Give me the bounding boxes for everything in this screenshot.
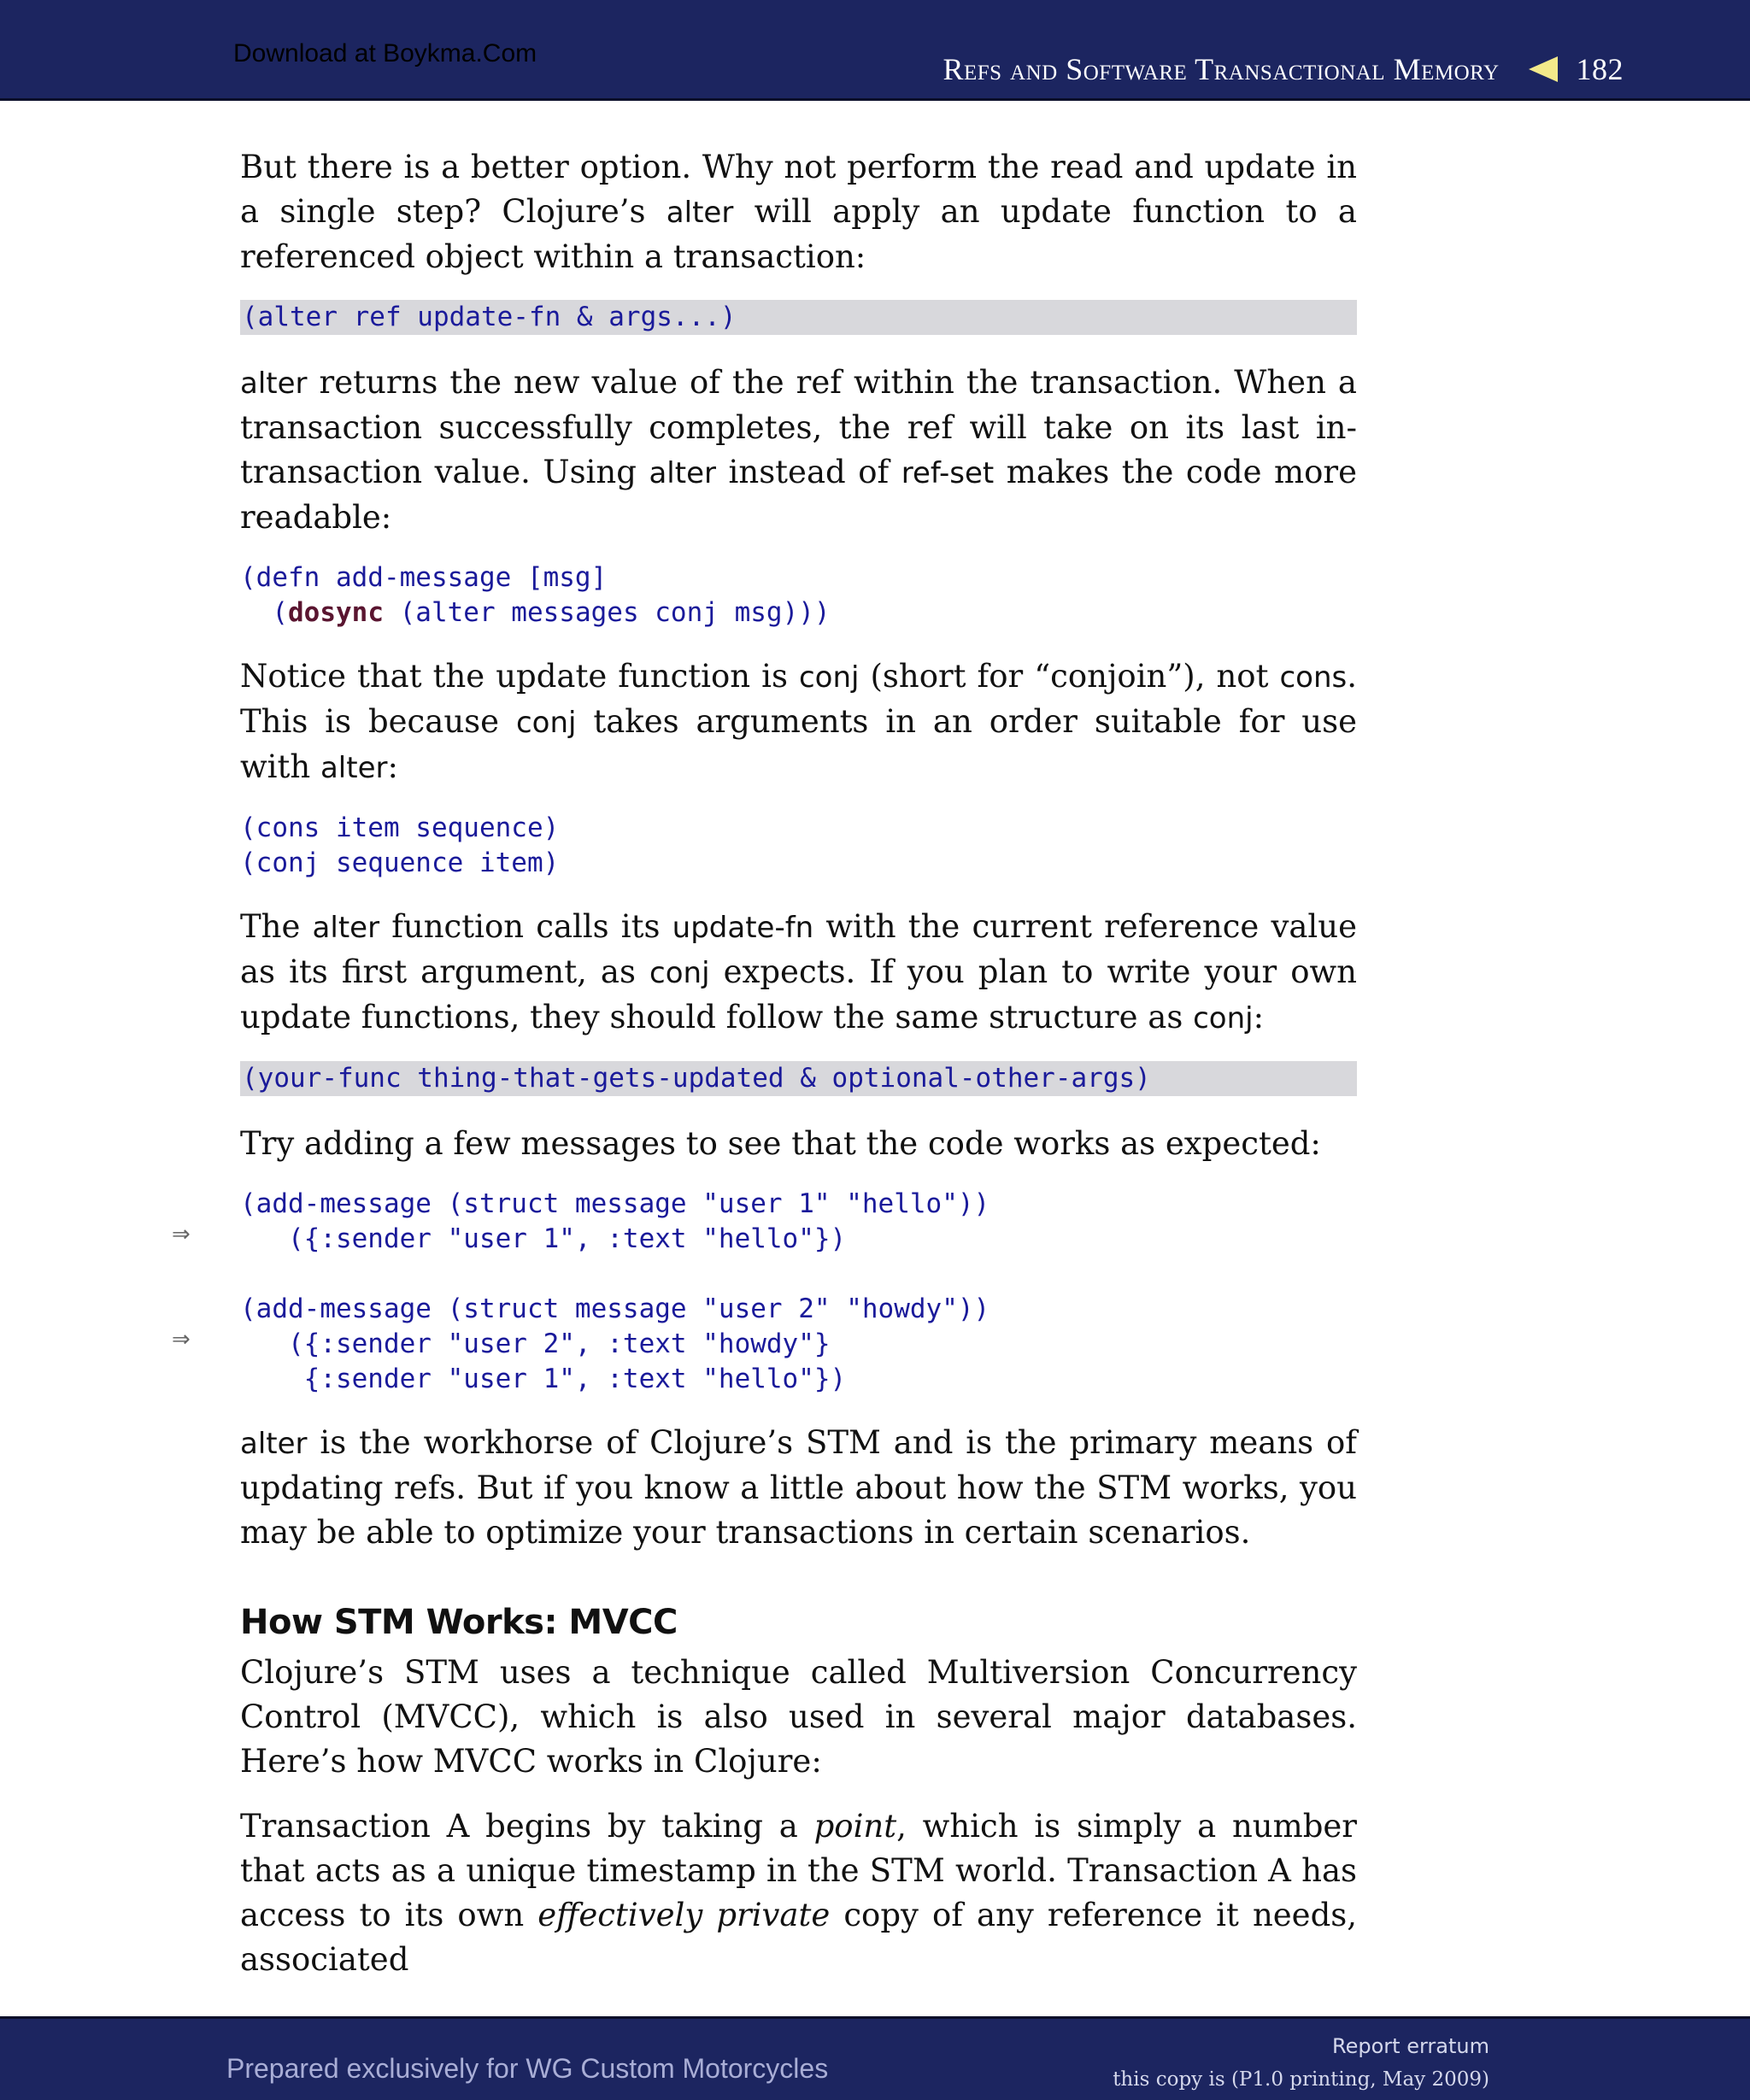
inline-code-alter: alter <box>649 456 716 490</box>
result-arrow-icon: ⇒ <box>172 1222 191 1247</box>
chapter-title: Refs and Software Transactional Memory <box>943 52 1500 86</box>
paragraph-6: alter is the workhorse of Clojure’s STM and is the primary means of updating refs. But if you know a little about how the STM works, you may be able to optimize your transactions in certain scenarios. <box>240 1424 1357 1551</box>
section-heading: How STM Works: MVCC <box>240 1603 678 1642</box>
paragraph-1: But there is a better option. Why not perform the read and update in a single step? Clojure’s alter will apply an update function to a referenced object within a transaction: <box>240 149 1357 275</box>
code-keyword: dosync <box>288 597 384 628</box>
inline-code-alter: alter <box>240 367 308 401</box>
inline-code-conj: conj <box>515 706 577 740</box>
paragraph-2: alter returns the new value of the ref within the transaction. When a transaction successfully completes, the ref will take on its last in-transaction value. Using alter instead of ref-set makes the code more readable: <box>240 364 1357 536</box>
page-number: 182 <box>1576 52 1624 86</box>
page-body <box>172 145 1358 2003</box>
paragraph-4: The alter function calls its update-fn with the current reference value as its first argument, as conj expects. If you plan to write your own update functions, they should follow the same structure as conj: <box>240 908 1358 1035</box>
previous-page-arrow-icon[interactable] <box>1529 56 1558 82</box>
inline-code-alter: alter <box>312 911 380 945</box>
inline-code-conj: conj <box>649 956 710 990</box>
inline-code-alter: alter <box>320 751 388 785</box>
prepared-for-text: Prepared exclusively for WG Custom Motorcycles <box>226 2053 829 2084</box>
result-arrow-icon: ⇒ <box>172 1327 191 1352</box>
inline-code-ref-set: ref-set <box>901 456 995 490</box>
copy-info-text: this copy is (P1.0 printing, May 2009) <box>1113 2068 1489 2091</box>
report-erratum-link[interactable]: Report erratum <box>1332 2034 1489 2058</box>
repl-output: ({:sender "user 2", :text "howdy"} <box>240 1329 831 1359</box>
page-footer-bar <box>0 2016 1750 2100</box>
watermark-text: Download at Boykma.Com <box>233 39 537 67</box>
inline-code-conj: conj <box>1193 1001 1254 1035</box>
code-snippet-alter-signature: (alter ref update-fn & args...) <box>240 300 1357 335</box>
repl-input: (add-message (struct message "user 2" "howdy")) <box>240 1293 990 1324</box>
paragraph-7: Clojure’s STM uses a technique called Multiversion Concurrency Control (MVCC), which is also used in several major databases. Here’s how MVCC works in Clojure: <box>240 1654 1357 1780</box>
repl-output: {:sender "user 1", :text "hello"}) <box>240 1364 847 1394</box>
repl-output: ({:sender "user 1", :text "hello"}) <box>240 1223 847 1254</box>
inline-code-cons: cons <box>1279 660 1348 695</box>
paragraph-3: Notice that the update function is conj (short for “conjoin”), not cons. This is because conj takes arguments in an order suitable for use with alter: <box>240 658 1357 785</box>
inline-code-conj: conj <box>798 660 860 695</box>
inline-code-alter: alter <box>666 196 734 230</box>
repl-input: (add-message (struct message "user 1" "hello")) <box>240 1188 990 1219</box>
inline-code-update-fn: update-fn <box>672 911 814 945</box>
running-head <box>943 51 1624 87</box>
code-block-repl-session <box>172 1187 1357 1397</box>
paragraph-5: Try adding a few messages to see that the code works as expected: <box>240 1125 1321 1162</box>
paragraph-8: Transaction A begins by taking a point, which is simply a number that acts as a unique timestamp in the STM world. Transaction A has access to its own effectively private copy of any reference it needs, associated <box>240 1808 1358 1978</box>
code-block-cons-conj: (cons item sequence) (conj sequence item) <box>240 812 560 878</box>
page-header-bar <box>0 0 1750 101</box>
code-block-add-message: (defn add-message [msg] (dosync (alter messages conj msg))) <box>240 562 831 628</box>
inline-code-alter: alter <box>240 1427 308 1461</box>
code-snippet-your-func: (your-func thing-that-gets-updated & optional-other-args) <box>240 1061 1357 1096</box>
